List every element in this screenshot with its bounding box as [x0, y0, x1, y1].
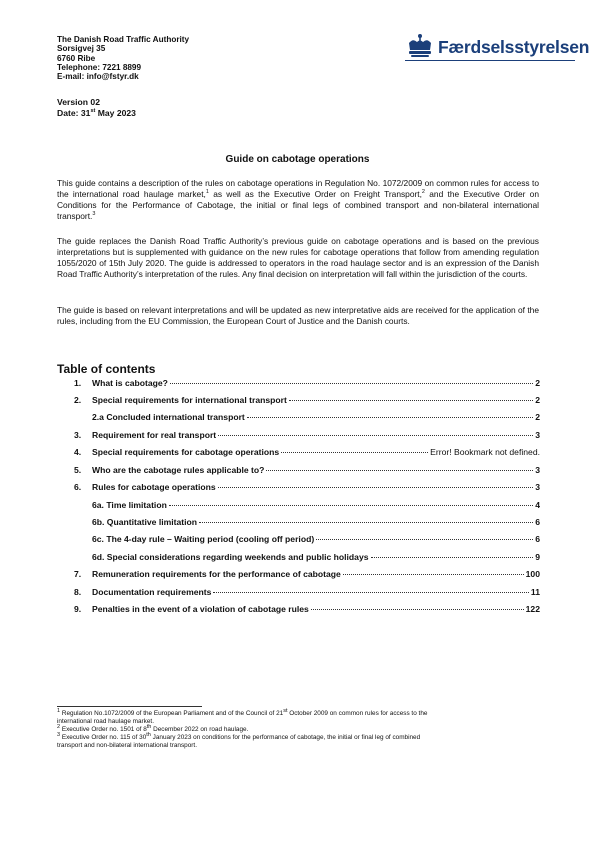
toc-entry-label: 6b. Quantitative limitation	[92, 517, 198, 527]
toc-entry[interactable]	[74, 569, 540, 581]
footnote-ref: 3	[92, 210, 96, 217]
toc-leader	[170, 383, 533, 384]
toc-leader	[371, 557, 534, 558]
toc-leader	[169, 505, 533, 506]
address-line: E-mail: info@fstyr.dk	[57, 72, 139, 82]
toc-page-number: 100	[525, 569, 540, 579]
toc-leader	[316, 539, 533, 540]
toc-page-number: Error! Bookmark not defined.	[430, 447, 540, 457]
toc-page-number: 11	[530, 587, 540, 597]
toc-entry-label: Penalties in the event of a violation of cabotage rules	[92, 604, 309, 614]
logo-wordmark: Færdselsstyrelsen	[438, 37, 590, 57]
address-line: Sorsigvej 35	[57, 44, 106, 54]
toc-leader	[247, 417, 533, 418]
toc-entry-number: 1.	[74, 378, 82, 388]
toc-page-number: 6	[535, 517, 540, 527]
toc-entry-label: 6a. Time limitation	[92, 500, 167, 510]
toc-entry-label: What is cabotage?	[92, 378, 168, 388]
toc-entry-label: Requirement for real transport	[92, 430, 217, 440]
toc-entry[interactable]	[74, 412, 540, 424]
footnote-2: $^2$ Executive Order no. 1501 of 8th December 2022 on road haulage.	[57, 723, 249, 733]
toc-entry[interactable]	[74, 552, 540, 564]
sender-address	[57, 35, 189, 81]
update-paragraph: The guide is based on relevant interpretations and will be updated as new interpretative aids are received for the application of the rules, including from the EU Commission, the European Court of Justice and the Danish courts.	[57, 305, 539, 326]
toc-entry-label: 6c. The 4-day rule – Waiting period (cooling off period)	[92, 534, 315, 544]
footnote-ref: 2	[421, 189, 425, 196]
toc-page-number: 2	[535, 412, 540, 422]
footnote-separator	[57, 706, 202, 707]
toc-entry[interactable]	[74, 517, 540, 529]
toc-page-number: 3	[535, 482, 540, 492]
toc-leader	[218, 487, 534, 488]
toc-entry-label: Who are the cabotage rules applicable to?	[92, 465, 265, 475]
toc-leader	[311, 609, 524, 610]
footnote-3-cont: transport and non-bilateral international transport.	[57, 742, 197, 749]
footnote-3: $^3$ Executive Order no. 115 of 30th January 2023 on conditions for the performance of cabotage, the initial or final leg of combined	[57, 731, 421, 741]
toc-leader	[266, 470, 533, 471]
toc-entry-number: 9.	[74, 604, 82, 614]
document-meta	[57, 97, 136, 119]
toc-entry-label: 6d. Special considerations regarding weekends and public holidays	[92, 552, 369, 562]
toc-entry[interactable]	[74, 465, 540, 477]
toc-entry-label: 2.a Concluded international transport	[92, 412, 245, 422]
replacement-paragraph: The guide replaces the Danish Road Traffic Authority’s previous guide on cabotage operations and is based on the previous interpretations but is supplemented with guidance on the new rules for cabotage operations that follow from amending regulation 1055/2020 of 15th July 2020. The guide is addressed to operators in the road haulage sector and is an expression of the Danish Road Traffic Authority’s interpretation of the rules. Any final decision on interpretation will fall within the jurisdiction of the courts.	[57, 236, 539, 279]
toc-entry-number: 8.	[74, 587, 82, 597]
toc-page-number: 3	[535, 430, 540, 440]
toc-entry-number: 3.	[74, 430, 82, 440]
toc-page-number: 3	[535, 465, 540, 475]
footnote-ref: 1	[205, 189, 209, 196]
toc-entry-number: 5.	[74, 465, 82, 475]
date-label: Date: 31st May 2023	[57, 108, 136, 118]
toc-entry[interactable]	[74, 395, 540, 407]
toc-entry-number: 6.	[74, 482, 82, 492]
toc-entry[interactable]	[74, 587, 540, 599]
toc-entry-number: 2.	[74, 395, 82, 405]
toc-entry-label: Special requirements for cabotage operations	[92, 447, 280, 457]
toc-entry-label: Rules for cabotage operations	[92, 482, 216, 492]
toc-page-number: 6	[535, 534, 540, 544]
toc-entry[interactable]	[74, 482, 540, 494]
toc-page-number: 4	[535, 500, 540, 510]
toc-page-number: 122	[525, 604, 540, 614]
toc-entry[interactable]	[74, 378, 540, 390]
document-title: Guide on cabotage operations	[225, 154, 370, 165]
toc-entry[interactable]	[74, 430, 540, 442]
toc-leader	[281, 452, 428, 453]
toc-entry-label: Documentation requirements	[92, 587, 212, 597]
version-label: Version 02	[57, 97, 100, 107]
toc-entry-label: Special requirements for international transport	[92, 395, 287, 405]
toc-leader	[213, 592, 529, 593]
toc-page-number: 9	[535, 552, 540, 562]
toc-entry-label: Remuneration requirements for the performance of cabotage	[92, 569, 341, 579]
footnote-1-cont: international road haulage market.	[57, 718, 154, 725]
address-line: Telephone: 7221 8899	[57, 62, 142, 72]
toc-leader	[199, 522, 533, 523]
address-line: 6760 Ribe	[57, 53, 96, 63]
toc-entry[interactable]	[74, 604, 540, 616]
logo-underline	[405, 60, 575, 61]
toc-entry-number: 4.	[74, 447, 82, 457]
authority-logo	[405, 33, 590, 63]
toc-leader	[289, 400, 533, 401]
toc-heading: Table of contents	[57, 362, 156, 376]
toc-entry[interactable]	[74, 534, 540, 546]
toc-entry-number: 7.	[74, 569, 82, 579]
toc-leader	[218, 435, 533, 436]
crown-icon	[405, 33, 435, 59]
intro-paragraph: This guide contains a description of the rules on cabotage operations in Regulation No. 1072/2009 on common rules for access to the international road haulage market,$^1$ as well as the Executive Order on Freight Transport,$^2$ and the Executive Order on Conditions for the Performance of Cabotage, the initial or final legs of combined transport and non-bilateral international transport.$^3$	[57, 178, 539, 221]
footnotes	[57, 707, 537, 750]
toc-entry[interactable]	[74, 447, 540, 459]
footnote-1: $^1$ Regulation No.1072/2009 of the European Parliament and of the Council of 21st October 2009 on common rules for access to the	[57, 707, 428, 717]
address-line: The Danish Road Traffic Authority	[57, 35, 190, 44]
toc-page-number: 2	[535, 378, 540, 388]
toc-leader	[343, 574, 524, 575]
toc-page-number: 2	[535, 395, 540, 405]
toc-entry[interactable]	[74, 500, 540, 512]
